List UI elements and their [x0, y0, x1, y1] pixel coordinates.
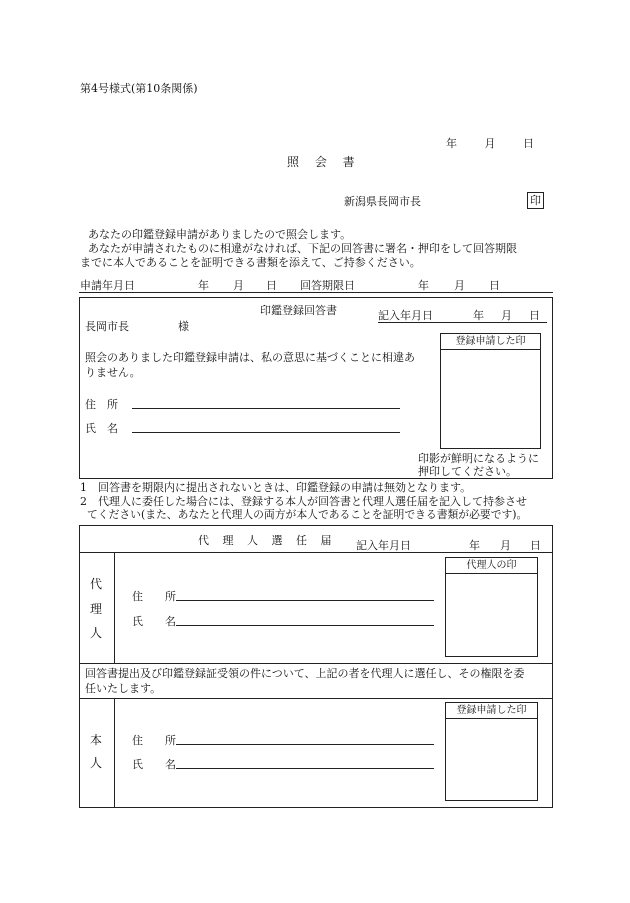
proxy-form-title: 代 理 人 選 任 届 [198, 534, 337, 547]
intro-line-3: までに本人であることを証明できる書類を添えて、ご持参ください。 [80, 256, 421, 269]
principal-seal-box[interactable] [445, 702, 538, 801]
proxy-address-label: 住 所 [132, 590, 176, 603]
reply-address-field[interactable] [132, 408, 400, 409]
principal-label-char-2: 人 [90, 756, 103, 770]
header-date [446, 137, 534, 150]
reply-day: 日 [529, 309, 540, 322]
page-title: 照 会 書 [287, 155, 361, 169]
reply-month: 月 [501, 309, 512, 322]
principal-name-label: 氏 名 [132, 758, 176, 771]
principal-name-field[interactable] [176, 768, 434, 769]
proxy-label-column-divider-2 [114, 698, 115, 807]
principal-address-label: 住 所 [132, 734, 176, 747]
reply-entry-date-underline [378, 322, 547, 323]
proxy-month: 月 [500, 539, 511, 552]
application-row-underline [79, 292, 553, 293]
deadline-day: 日 [489, 279, 500, 292]
header-day: 日 [523, 137, 534, 150]
proxy-label-char-3: 人 [90, 626, 103, 640]
reply-form-title: 印鑑登録回答書 [260, 304, 337, 317]
proxy-day: 日 [530, 539, 541, 552]
form-number: 第4号様式(第10条関係) [80, 82, 198, 95]
reply-year: 年 [473, 309, 484, 322]
note-2-line-2: てください(また、あなたと代理人の両方が本人であることを証明できる書類が必要です)。 [87, 508, 528, 521]
proxy-year: 年 [469, 539, 480, 552]
reply-address-label: 住 所 [85, 398, 118, 411]
issuer: 新潟県長岡市長 [344, 195, 421, 208]
delegation-line-2: 任いたします。 [85, 682, 162, 695]
proxy-seal-box[interactable] [445, 557, 538, 657]
proxy-name-field[interactable] [176, 625, 434, 626]
proxy-form [79, 525, 553, 808]
reply-name-field[interactable] [132, 432, 400, 433]
proxy-divider-mid-2 [80, 698, 552, 699]
app-day: 日 [266, 279, 277, 292]
note-1: 1 回答書を期限内に提出されないときは、印鑑登録の申請は無効となります。 [80, 481, 472, 494]
deadline-year: 年 [418, 279, 429, 292]
proxy-label-char-1: 代 [90, 577, 103, 591]
proxy-divider-mid-1 [80, 663, 552, 664]
proxy-divider-top [80, 552, 552, 553]
reply-entry-date-label: 記入年月日 [378, 309, 433, 322]
header-year: 年 [446, 137, 457, 150]
proxy-name-label: 氏 名 [132, 615, 176, 628]
proxy-seal-box-label: 代理人の印 [446, 558, 537, 574]
proxy-address-field[interactable] [176, 600, 434, 601]
app-year: 年 [198, 279, 209, 292]
deadline-label: 回答期限日 [300, 279, 355, 292]
issuer-seal-mark: 印 [527, 192, 544, 209]
reply-seal-box[interactable] [440, 333, 541, 449]
reply-statement-line-1: 照会のありました印鑑登録申請は、私の意思に基づくことに相違あ [85, 351, 415, 364]
intro-line-2: あなたが申請されたものに相違がなければ、下記の回答書に署名・押印をして回答期限 [88, 242, 517, 255]
reply-form [79, 297, 553, 479]
deadline-month: 月 [454, 279, 465, 292]
reply-addressee: 長岡市長 [85, 320, 129, 333]
principal-address-field[interactable] [176, 744, 434, 745]
reply-statement-line-2: りません。 [85, 366, 141, 379]
principal-seal-box-label: 登録申請した印 [446, 703, 537, 719]
intro-line-1: あなたの印鑑登録申請がありましたので照会します。 [88, 228, 352, 241]
reply-name-label: 氏 名 [85, 422, 118, 435]
reply-honorific: 様 [178, 320, 189, 333]
proxy-entry-date-label: 記入年月日 [356, 539, 411, 552]
reply-seal-note-line-2: 押印してください。 [418, 465, 517, 478]
proxy-label-char-2: 理 [90, 602, 103, 616]
note-2-line-1: 2 代理人に委任した場合には、登録する本人が回答書と代理人選任届を記入して持参させ [80, 495, 527, 508]
proxy-label-column-divider-1 [114, 552, 115, 663]
reply-seal-note-line-1: 印影が鮮明になるように [418, 452, 539, 465]
delegation-line-1: 回答書提出及び印鑑登録証受領の件について、上記の者を代理人に選任し、その権限を委 [85, 667, 525, 680]
app-month: 月 [233, 279, 244, 292]
header-month: 月 [484, 137, 496, 150]
principal-label-char-1: 本 [90, 733, 103, 747]
application-date-label: 申請年月日 [80, 279, 135, 292]
reply-seal-box-label: 登録申請した印 [441, 334, 540, 350]
